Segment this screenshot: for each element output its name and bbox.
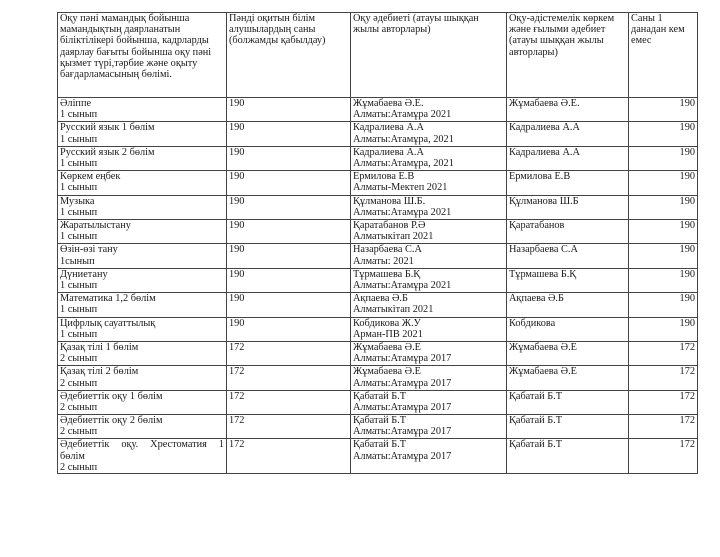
methodical-author: Кадралиева А.А: [509, 122, 580, 134]
students-value: 172: [229, 390, 245, 402]
grade-label: 1 сынып: [60, 304, 98, 316]
students-value: 190: [229, 219, 245, 231]
textbook-publisher: Алматы:Атамұра 2017: [353, 401, 452, 413]
cell-subject: [58, 122, 227, 146]
cell-count: [629, 98, 698, 122]
grade-label: 1 сынып: [60, 328, 98, 340]
grade-label: 2 сынып: [60, 461, 98, 473]
subject-label: Әдебиеттік оқу 2 бөлім: [60, 415, 163, 427]
table-body: [58, 98, 698, 474]
count-value: 190: [679, 146, 695, 158]
cell-methodical: [507, 219, 629, 243]
textbook-publisher: Алматыкітап 2021: [353, 231, 434, 243]
grade-label: 1 сынып: [60, 157, 98, 169]
students-value: 190: [229, 195, 245, 207]
table-row: [58, 98, 698, 122]
grade-label: 1 сынып: [60, 231, 98, 243]
cell-textbook: [351, 293, 507, 317]
cell-students: [227, 195, 351, 219]
count-value: 172: [679, 390, 695, 402]
subject-label: Көркем еңбек: [60, 171, 121, 183]
cell-students: [227, 439, 351, 474]
cell-subject: [58, 317, 227, 341]
cell-count: [629, 195, 698, 219]
grade-label: 1 сынып: [60, 109, 98, 121]
textbook-publisher: Алматы:Атамұра 2021: [353, 206, 452, 218]
textbook-author: Ақпаева Ә.Б: [353, 293, 408, 305]
cell-count: [629, 317, 698, 341]
count-value: 190: [679, 219, 695, 231]
subject-label: Цифрлық сауаттылық: [60, 317, 156, 329]
count-value: 172: [679, 439, 695, 451]
textbook-publisher: Алматы:Атамұра, 2021: [353, 133, 454, 145]
textbook-author: Жұмабаева Ә.Е: [353, 341, 421, 353]
cell-students: [227, 366, 351, 390]
cell-subject: [58, 171, 227, 195]
subject-label: Музыка: [60, 195, 95, 207]
students-value: 172: [229, 366, 245, 378]
cell-students: [227, 268, 351, 292]
cell-textbook: [351, 98, 507, 122]
header-count: Саны 1 данадан кем емес: [629, 13, 698, 98]
textbook-publisher: Алматы:Атамұра 2017: [353, 377, 452, 389]
cell-textbook: [351, 146, 507, 170]
cell-methodical: [507, 341, 629, 365]
cell-methodical: [507, 98, 629, 122]
cell-textbook: [351, 122, 507, 146]
textbook-author: Қабатай Б.Т: [353, 390, 407, 402]
cell-textbook: [351, 439, 507, 474]
count-value: 172: [679, 366, 695, 378]
cell-subject: [58, 415, 227, 439]
cell-students: [227, 341, 351, 365]
methodical-author: Қабатай Б.Т: [509, 390, 563, 402]
table-row: [58, 219, 698, 243]
cell-methodical: [507, 293, 629, 317]
methodical-author: Тұрмашева Б.Қ: [509, 268, 577, 280]
students-value: 190: [229, 171, 245, 183]
count-value: 190: [679, 268, 695, 280]
methodical-author: Құлманова Ш.Б: [509, 195, 579, 207]
cell-methodical: [507, 122, 629, 146]
methodical-author: Назарбаева С.А: [509, 244, 578, 256]
subject-label: Русский язык 2 бөлім: [60, 146, 155, 158]
table-row: [58, 415, 698, 439]
cell-subject: [58, 244, 227, 268]
textbook-author: Тұрмашева Б.Қ: [353, 268, 421, 280]
table-header-row: [58, 13, 698, 98]
count-value: 190: [679, 122, 695, 134]
count-value: 190: [679, 98, 695, 109]
table-row: [58, 293, 698, 317]
header-subject: Оқу пәні мамандық бойынша мамандықтың даярланатын біліктілікері бойынша, кадрларды даярлау бағыты бойынша оқу пәні қызмет түрі,тәрбие және оқыту бағдарламасының бөлімі.: [58, 13, 227, 98]
methodical-author: Жұмабаева Ә.Е: [509, 341, 577, 353]
students-value: 190: [229, 293, 245, 305]
table-row: [58, 244, 698, 268]
cell-textbook: [351, 390, 507, 414]
students-value: 190: [229, 268, 245, 280]
subject-label: Дүниетану: [60, 268, 108, 280]
textbook-author: Қабатай Б.Т: [353, 415, 407, 427]
grade-label: 2 сынып: [60, 353, 98, 365]
textbook-publisher: Алматы: 2021: [353, 255, 414, 267]
cell-count: [629, 366, 698, 390]
cell-subject: [58, 439, 227, 474]
cell-count: [629, 146, 698, 170]
cell-subject: [58, 268, 227, 292]
cell-count: [629, 122, 698, 146]
cell-methodical: [507, 268, 629, 292]
grade-label: 1 сынып: [60, 206, 98, 218]
grade-label: 2 сынып: [60, 426, 98, 438]
grade-label: 1 сынып: [60, 279, 98, 291]
subject-label: Қазақ тілі 1 бөлім: [60, 341, 139, 353]
subject-label: Әліппе: [60, 98, 92, 109]
grade-label: 1 сынып: [60, 182, 98, 194]
students-value: 190: [229, 122, 245, 134]
textbook-author: Жұмабаева Ә.Е: [353, 366, 421, 378]
textbook-author: Назарбаева С.А: [353, 244, 422, 256]
cell-methodical: [507, 366, 629, 390]
header-methodical: Оқу-әдістемелік көркем және ғылыми әдебиет (атауы шыққан жылы авторлары): [507, 13, 629, 98]
textbook-author: Кобдикова Ж.У: [353, 317, 421, 329]
table-row: [58, 439, 698, 474]
table-row: [58, 390, 698, 414]
count-value: 190: [679, 293, 695, 305]
textbook-author: Ермилова Е.В: [353, 171, 415, 183]
table-row: [58, 317, 698, 341]
cell-students: [227, 122, 351, 146]
textbook-author: Кадралиева А.А: [353, 146, 424, 158]
cell-students: [227, 171, 351, 195]
literature-table: [57, 12, 698, 474]
textbook-author: Жұмабаева Ә.Е.: [353, 98, 424, 109]
cell-subject: [58, 195, 227, 219]
cell-textbook: [351, 341, 507, 365]
cell-count: [629, 219, 698, 243]
table-row: [58, 171, 698, 195]
students-value: 190: [229, 98, 245, 109]
count-value: 172: [679, 341, 695, 353]
subject-label: Әдебиеттік оқу. Хрестоматия 1: [60, 439, 224, 451]
textbook-publisher: Алматы:Атамұра 2017: [353, 353, 452, 365]
methodical-author: Ақпаева Ә.Б: [509, 293, 564, 305]
cell-students: [227, 244, 351, 268]
grade-label: 2 сынып: [60, 401, 98, 413]
cell-subject: [58, 366, 227, 390]
textbook-author: Қабатай Б.Т: [353, 439, 407, 451]
subject-label: Өзін-өзі тану: [60, 244, 118, 256]
cell-subject: [58, 219, 227, 243]
students-value: 190: [229, 244, 245, 256]
cell-subject: [58, 341, 227, 365]
count-value: 190: [679, 195, 695, 207]
table-row: [58, 195, 698, 219]
students-value: 172: [229, 415, 245, 427]
methodical-author: Кобдикова: [509, 317, 556, 329]
table-row: [58, 341, 698, 365]
textbook-publisher: Алматы:Атамұра 2021: [353, 109, 452, 121]
subject-label-cont: бөлім: [60, 450, 85, 462]
textbook-author: Кадралиева А.А: [353, 122, 424, 134]
students-value: 172: [229, 439, 245, 451]
textbook-author: Қаратабанов Р.Ә: [353, 219, 426, 231]
count-value: 190: [679, 317, 695, 329]
cell-subject: [58, 293, 227, 317]
methodical-author: Қаратабанов: [509, 219, 565, 231]
methodical-author: Қабатай Б.Т: [509, 415, 563, 427]
textbook-publisher: Алматыкітап 2021: [353, 304, 434, 316]
table-row: [58, 366, 698, 390]
cell-count: [629, 415, 698, 439]
textbook-publisher: Арман-ПВ 2021: [353, 328, 423, 340]
textbook-publisher: Алматы:Атамұра 2017: [353, 450, 452, 462]
count-value: 172: [679, 415, 695, 427]
methodical-author: Қабатай Б.Т: [509, 439, 563, 451]
textbook-publisher: Алматы:Атамұра 2017: [353, 426, 452, 438]
cell-students: [227, 146, 351, 170]
table-row: [58, 122, 698, 146]
textbook-publisher: Алматы-Мектеп 2021: [353, 182, 448, 194]
cell-subject: [58, 390, 227, 414]
subject-label: Русский язык 1 бөлім: [60, 122, 155, 134]
cell-students: [227, 293, 351, 317]
cell-students: [227, 415, 351, 439]
cell-count: [629, 244, 698, 268]
methodical-author: Жұмабаева Ә.Е: [509, 366, 577, 378]
cell-methodical: [507, 171, 629, 195]
cell-count: [629, 268, 698, 292]
cell-methodical: [507, 390, 629, 414]
subject-label: Қазақ тілі 2 бөлім: [60, 366, 139, 378]
students-value: 190: [229, 317, 245, 329]
textbook-author: Құлманова Ш.Б.: [353, 195, 426, 207]
subject-label: Әдебиеттік оқу 1 бөлім: [60, 390, 163, 402]
subject-label: Математика 1,2 бөлім: [60, 293, 156, 305]
cell-students: [227, 390, 351, 414]
table-row: [58, 146, 698, 170]
textbook-publisher: Алматы:Атамұра, 2021: [353, 157, 454, 169]
methodical-author: Жұмабаева Ә.Е.: [509, 98, 580, 109]
cell-textbook: [351, 366, 507, 390]
cell-subject: [58, 146, 227, 170]
students-value: 172: [229, 341, 245, 353]
cell-textbook: [351, 268, 507, 292]
cell-methodical: [507, 146, 629, 170]
cell-count: [629, 293, 698, 317]
students-value: 190: [229, 146, 245, 158]
cell-textbook: [351, 317, 507, 341]
cell-students: [227, 219, 351, 243]
cell-methodical: [507, 244, 629, 268]
cell-count: [629, 171, 698, 195]
cell-textbook: [351, 195, 507, 219]
grade-label: 2 сынып: [60, 377, 98, 389]
cell-subject: [58, 98, 227, 122]
cell-count: [629, 439, 698, 474]
grade-label: 1сынып: [60, 255, 95, 267]
count-value: 190: [679, 244, 695, 256]
cell-methodical: [507, 317, 629, 341]
count-value: 190: [679, 171, 695, 183]
cell-methodical: [507, 439, 629, 474]
methodical-author: Кадралиева А.А: [509, 146, 580, 158]
table-row: [58, 268, 698, 292]
cell-textbook: [351, 415, 507, 439]
subject-label: Жаратылыстану: [60, 219, 131, 231]
cell-methodical: [507, 195, 629, 219]
cell-students: [227, 98, 351, 122]
methodical-author: Ермилова Е.В: [509, 171, 571, 183]
cell-textbook: [351, 219, 507, 243]
grade-label: 1 сынып: [60, 133, 98, 145]
cell-textbook: [351, 171, 507, 195]
cell-count: [629, 390, 698, 414]
cell-methodical: [507, 415, 629, 439]
cell-students: [227, 317, 351, 341]
textbook-publisher: Алматы:Атамұра 2021: [353, 279, 452, 291]
header-textbook: Оқу әдебиеті (атауы шыққан жылы авторлары): [351, 13, 507, 98]
cell-textbook: [351, 244, 507, 268]
header-students: Пәнді оқитын білім алушылардың саны (болжамды қабылдау): [227, 13, 351, 98]
cell-count: [629, 341, 698, 365]
